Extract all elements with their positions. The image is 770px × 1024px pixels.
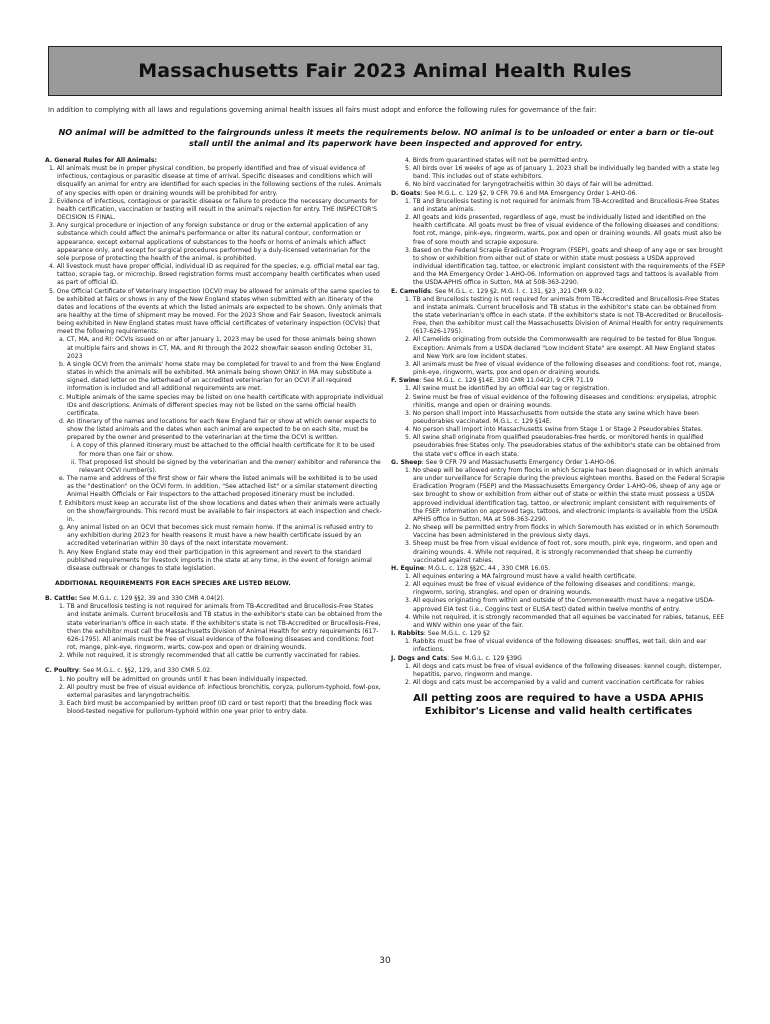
intro-paragraph: In addition to complying with all laws and regulations governing animal health issues all fairs must adopt and enforce the following rules for governance of the fair: xyxy=(48,106,597,114)
poultry-item: 3. Each bird must be accompanied by written proof (ID card or test report) that the breeding flock was blood-tested negative for pullorum-typhoid within one year prior to entry date. xyxy=(59,700,372,716)
petting-zoo-notice: All petting zoos are required to have a USDA APHIS Exhibitor's License and valid health certificates xyxy=(413,693,704,718)
general-subsubitem: ii. That proposed list should be signed by the veterinarian and the owner/ exhibitor and reference the relevant OCVI number(s). xyxy=(71,458,381,474)
section-heading-equine: H. Equine: M.G.L. c. 128 §§2C, 44 , 330 CMR 16.05. xyxy=(391,564,551,572)
section-heading-rabbits: I. Rabbits: See M.G.L. c. 129 §2 xyxy=(391,630,491,638)
cattle-item: 1. TB and Brucellosis testing is not required for animals from TB-Accredited and Brucellosis-Free States and instate animals. Current brucellosis and TB status in the exhibitor's state can be obtained from the state veterinarian's office in each state. If the exhibitor's state is not TB-Accredited or Brucellosis-Free, then the exhibitor must call the Massachusetts Division of Animal Health for entry requirements (617-626-1795). All animals must be free of visual evidence of the following diseases and conditions: foot rot, mange, pink-eye, ringworm, warts, cow-pox and open or draining wounds. xyxy=(59,603,383,652)
additional-requirements-heading: ADDITIONAL REQUIREMENTS FOR EACH SPECIES ARE LISTED BELOW. xyxy=(55,579,291,587)
sheep-item: 2. No sheep will be permitted entry from flocks in which Soremouth has existed or in which Soremouth Vaccine has been administered in the previous sixty days. xyxy=(405,524,719,540)
general-subitem: c. Multiple animals of the same species may be listed on one health certificate with appropriate individual IDs and descriptions. Animals of different species may not be listed on the same official health certificate. xyxy=(59,393,383,417)
general-item: 5. One Official Certificate of Veterinary Inspection (OCVI) may be allowed for animals of the same species to be exhibited at fairs or shows in any of the New England states when submitted with an itinerary of the dates and locations of the events at which the listed animals are expected to be shown. Only animals that are healthy at the time of shipment may be moved. For the 2023 Show and Fair Season, livestock animals being exhibited in New England states must have official certificates of veterinary inspection (OCVIs) that meet the following requirements: xyxy=(49,287,382,336)
equine-item: 3. All equines originating from within and outside of the Commonwealth must have a negative USDA-approved EIA test (i.e., Coggins test or ELISA test) dated within twelve months of entry. xyxy=(405,597,715,613)
general-subitem: g. Any animal listed on an OCVI that becomes sick must remain home. If the animal is refused entry to any exhibition during 2023 for health reasons it must have a new health certificate issued by an accredited veterinarian within 30 days of the next interstate movement. xyxy=(59,524,373,548)
swine-item: 2. Swine must be free of visual evidence of the following diseases and conditions: erysipelas, atrophic rhinitis, mange and open or draining wounds. xyxy=(405,393,717,409)
title-banner xyxy=(48,46,722,96)
general-subitem: f. Exhibitors must keep an accurate list of the show locations and dates when their animals were actually on the show/fairgrounds. This record must be available to fair inspectors at each inspection and check-in. xyxy=(59,499,382,523)
general-item: 3. Any surgical procedure or injection of any foreign substance or drug or the external application of any substance which could affect the animal's performance or alter its natural contour, conformation or appearance, except external applications of substances to the hoofs or horns of animals which affect appearance only, and except for surgical procedures performed by a duly-licensed veterinarian for the sole purpose of protecting the health of the animal, is prohibited. xyxy=(49,222,371,262)
sheep-item: 1. No sheep will be allowed entry from flocks in which Scrapie has been diagnosed or in which animals are under surveillance for Scrapie during the previous eighteen months. Based on the Federal Scrapie Eradication Program (FSEP) and the Massachusetts Emergency Order 1-AHO-06, sheep of any age or sex brought to show or exhibition from either out of state or within the state must possess a USDA approved individual identification tag, tattoo, or electronic implant consistent with requirements of the FSEP. Information on approved tags, tattoos, and electronic implants is available from the USDA APHIS office in Sutton, MA at 508-363-2290. xyxy=(405,466,725,523)
poultry-item: 1. No poultry will be admitted on grounds until it has been individually inspected. xyxy=(59,675,308,683)
poultry-item: 2. All poultry must be free of visual evidence of: infectious bronchitis, coryza, pullorum-typhoid, fowl-pox, external parasites and laryngotracheitis. xyxy=(59,683,381,699)
sheep-item: 3. Sheep must be free from visual evidence of foot rot, sore mouth, pink eye, ringworm, and open and draining wounds. 4. While not required, it is strongly recommended that sheep be currently vaccinated against rabies. xyxy=(405,540,718,564)
left-column xyxy=(45,157,383,716)
general-subitem: h. Any New England state may end their participation in this agreement and revert to the standard published requirements for livestock imports in the state at any time, in the event of foreign animal disease outbreak or changes to state legislation. xyxy=(59,548,372,572)
goats-item: 2. All goats and kids presented, regardless of age, must be individually listed and identified on the health certificate. All goats must be free of visual evidence of the following diseases and conditions: foot rot, mange, pink-eye, ringworm, warts, pox and open or draining wounds. All goats must also be free of sore mouth and scrapie exposure. xyxy=(405,214,722,246)
page-title: Massachusetts Fair 2023 Animal Health Rules xyxy=(138,60,632,82)
section-heading-goats: D. Goats: See M.G.L. c. 129 §2, 9 CFR 79.6 and MA Emergency Order 1-AHO-06. xyxy=(391,189,638,197)
page-number: 30 xyxy=(379,956,391,966)
right-column xyxy=(391,157,726,728)
general-item: 2. Evidence of infectious, contagious or parasitic disease or failure to produce the necessary documents for health certification, vaccination or testing will result in the animal's rejection for entry. THE INSPECTOR'S DECISION IS FINAL. xyxy=(49,197,378,222)
swine-item: 1. All swine must be identified by an official ear tag or registration. xyxy=(405,385,610,393)
goats-item: 1. TB and Brucellosis testing is not required for animals from TB-Accredited and Brucellosis-Free States and instate animals. xyxy=(405,197,720,213)
general-subsubitem: i. A copy of this planned itinerary must be attached to the official health certificate for it to be used for more than one fair or show. xyxy=(71,442,375,458)
swine-item: 5. All swine shall originate from qualified pseudorabies-free herds, or monitored herds in qualified pseudorabies free States only. The pseudorabies status of the exhibitor's state can be obtained from the state vet's office in each state. xyxy=(405,434,721,458)
section-heading-sheep: G. Sheep: See 9 CFR 79 and Massachusetts Emergency Order 1-AHO-06. xyxy=(391,458,617,466)
camelids-item: 1. TB and Brucellosis testing is not required for animals from TB-Accredited and Brucellosis-Free States and instate animals. Current brucellosis and TB status in the exhibitor's state can be obtained from the state veterinarian's office in each state. If the exhibitor's state is not TB-Accredited or Brucellosis-Free, then the exhibitor must call the Massachusetts Division of Animal Health for entry requirements (617-626-1795). xyxy=(405,295,724,336)
rabbits-item: 1. Rabbits must be free of visual evidence of the following diseases: snuffles, wet tail, skin and ear infections. xyxy=(405,638,707,654)
section-heading-dogs-cats: J. Dogs and Cats: See M.G.L. c. 129 §39G xyxy=(391,654,522,662)
dogs-cats-item: 1. All dogs and cats must be free of visual evidence of the following diseases: kennel cough, distemper, hepatitis, parvo, ringworm and mange. xyxy=(405,662,722,678)
section-heading-swine: F. Swine: See M.G.L. c. 129 §14E, 330 CMR 11.04(2), 9 CFR 71.19 xyxy=(391,377,594,385)
general-subitem: e. The name and address of the first show or fair where the listed animals will be exhibited is to be used as the "destination" on the OCVI form. In addition, "See attached list" or a similar statement directing Animal Health Officials or Fair Inspectors to the attached proposed itinerary must be included. xyxy=(59,475,378,499)
dogs-cats-item: 2. All dogs and cats must be accompanied by a valid and current vaccination certificate for rabies xyxy=(405,679,705,686)
swine-item: 3. No person shall import into Massachusetts from outside the state any swine which have been pseudorabies vaccinated. M.G.L. c. 129 §14E. xyxy=(405,409,699,425)
section-heading-camelids: E. Camelids: See M.G.L. c. 129 §2, M.G. l. c. 131, §23 ,321 CMR 9.02. xyxy=(391,287,605,295)
section-heading-general: A. General Rules for All Animals: xyxy=(45,157,157,164)
section-heading-poultry: C. Poultry: See M.G.L. c. §§2, 129, and 330 CMR 5.02. xyxy=(45,667,213,675)
cattle-item: 2. While not required, it is strongly recommended that all cattle be currently vaccinated for rabies. xyxy=(59,652,361,660)
poultry-item: 4. Birds from quarantined states will not be permitted entry. xyxy=(405,157,589,164)
general-subitem: d. An itinerary of the names and locations for each New England fair or show at which owner expects to show the listed animals and the dates when each animal are expected to be on each site, must be prepared by the owner and presented to the veterinarian at the time the OCVI is written. xyxy=(59,418,377,442)
general-item: 4. All livestock must have proper official, individual ID as required for the species, e.g. official metal ear tag, tattoo, scrapie tag, or microchip. Breed registration forms must accompany health certificates when used as part of official ID. xyxy=(49,263,380,287)
admission-warning: NO animal will be admitted to the fairgrounds unless it meets the requirements below. NO animal is to be unloaded or enter a barn or tie-out stall until the animal and its paperwork have been inspected and approved for entry. xyxy=(58,127,714,148)
poultry-item: 5. All birds over 16 weeks of age as of January 1, 2023 shall be individually leg banded with a state leg band. This includes out of state exhibitors. xyxy=(405,165,720,181)
equine-item: 1. All equines entering a MA fairground must have a valid health certificate. xyxy=(405,572,637,580)
equine-item: 4. While not required, it is strongly recommended that all equines be vaccinated for rabies, tetanus, EEE and WNV within one year of the fair. xyxy=(405,613,725,629)
camelids-item: 3. All animals must be free of visual evidence of the following diseases and conditions: foot rot, mange, pink-eye, ringworm, warts, pox and open or draining wounds. xyxy=(405,360,722,377)
swine-item: 4. No person shall import into Massachusetts swine from Stage 1 or Stage 2 Pseudorabies States. xyxy=(405,426,703,434)
general-item: 1. All animals must be in proper physical condition, be properly identified and free of visual evidence of infectious, contagious or parasitic disease at time of arrival. Specific diseases and conditions which will disqualify an animal for entry are identified for each species in the following sections of the rules. Animals of any species with open or draining wounds will be prohibited for entry. xyxy=(49,165,382,197)
poultry-item: 6. No bird vaccinated for laryngotracheitis within 30 days of fair will be admitted. xyxy=(405,181,654,189)
general-subitem: a. CT, MA, and RI: OCVIs issued on or after January 1, 2023 may be used for those animals being shown at multiple fairs and shows in CT, MA, and RI through the 2022 show/fair season ending October 31, 2023 xyxy=(59,336,376,360)
goats-item: 3. Based on the Federal Scrapie Eradication Program (FSEP), goats and sheep of any age or sex brought to show or exhibition from either out of state or within state must possess a USDA approved individual identification tag, tattoo, or electronic implant consistent with the requirements of the FSEP and the MA Emergency Order 1-AHO-06. Information on approved tags and tattoos is available from the USDA-APHIS office in Sutton, MA at 508-363-2290. xyxy=(405,246,725,287)
general-subitem: b. A single OCVI from the animals' home state may be completed for travel to and from the New England states in which the animals will be exhibited. MA animals being shown ONLY in MA may substitute a signed, dated letter on the letterhead of an accredited veterinarian for an OCVI if all required information is included and all additional requirements are met. xyxy=(59,360,381,393)
section-heading-cattle: B. Cattle: See M.G.L. c. 129 §§2, 39 and 330 CMR 4.04(2). xyxy=(45,595,225,603)
camelids-item: 2. All Camelids originating from outside the Commonwealth are required to be tested for Blue Tongue. Exception: Animals from a USDA declared "Low Incident State" are exempt. All New England states and New York are low incident states. xyxy=(405,336,717,360)
equine-item: 2. All equines must be free of visual evidence of the following diseases and conditions: mange, ringworm, soring, strangles, and open or draining wounds. xyxy=(405,581,696,597)
